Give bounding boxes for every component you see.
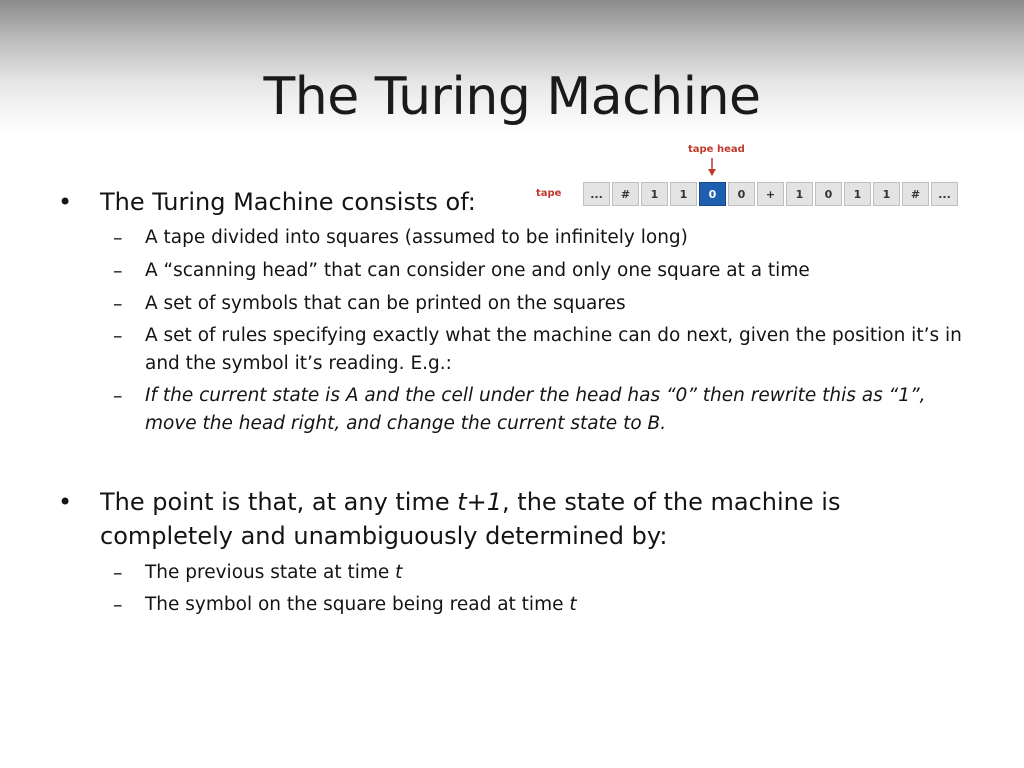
bullet-text: The Turing Machine consists of: <box>100 188 476 216</box>
tape-cell: # <box>902 182 929 206</box>
sub-bullet-marker: – <box>113 227 123 249</box>
tape-cell: 0 <box>815 182 842 206</box>
tape-label: tape <box>536 188 562 199</box>
tape-head-label: tape head <box>688 144 745 155</box>
sub-bullet-text: If the current state is A and the cell under the head has “0” then rewrite this as “1”, move the head right, and change the current state to B. <box>145 385 926 434</box>
sub-bullet-marker: – <box>113 260 123 282</box>
sub-bullet-text <box>145 559 970 587</box>
bullet-marker: • <box>58 488 73 516</box>
sub-bullet-text-emphasis: t <box>395 562 403 583</box>
sub-bullet-marker: – <box>113 594 123 616</box>
bullet-text-part: The point is that, at any time <box>100 488 458 516</box>
tape-cell: + <box>757 182 784 206</box>
tape-cell-head: 0 <box>699 182 726 206</box>
sub-bullet-text: A tape divided into squares (assumed to be infinitely long) <box>145 227 688 248</box>
sub-bullet-marker: – <box>113 385 123 407</box>
sub-bullet-text: A set of symbols that can be printed on the squares <box>145 293 626 314</box>
sub-bullet-marker: – <box>113 293 123 315</box>
sub-bullet-marker: – <box>113 562 123 584</box>
tape-cell: 1 <box>786 182 813 206</box>
slide-title: The Turing Machine <box>263 67 761 127</box>
sub-bullet-text-emphasis: t <box>569 594 577 615</box>
tape-cell: 1 <box>844 182 871 206</box>
bullet-text-emphasis: t+1 <box>457 488 503 516</box>
tape-cell: 1 <box>670 182 697 206</box>
sub-bullet-text: A set of rules specifying exactly what the machine can do next, given the position it’s in and the symbol it’s reading. E.g.: <box>145 325 962 374</box>
tape-cell: # <box>612 182 639 206</box>
tape-cell: ... <box>931 182 958 206</box>
bullet-marker: • <box>58 188 73 216</box>
sub-bullet-text-part: The previous state at time <box>145 562 396 583</box>
sub-bullet-text <box>145 591 970 619</box>
tape-cell: 1 <box>873 182 900 206</box>
sub-bullet-marker: – <box>113 325 123 347</box>
sub-bullet-text-part: The symbol on the square being read at time <box>145 594 570 615</box>
bullet-text-part: , the state of the machine is completely and unambiguously determined by: <box>100 488 841 550</box>
tape-cell: ... <box>583 182 610 206</box>
sub-bullet-text: A “scanning head” that can consider one and only one square at a time <box>145 260 810 281</box>
tape-cell: 0 <box>728 182 755 206</box>
bullet-text <box>100 485 960 553</box>
tape-cell: 1 <box>641 182 668 206</box>
